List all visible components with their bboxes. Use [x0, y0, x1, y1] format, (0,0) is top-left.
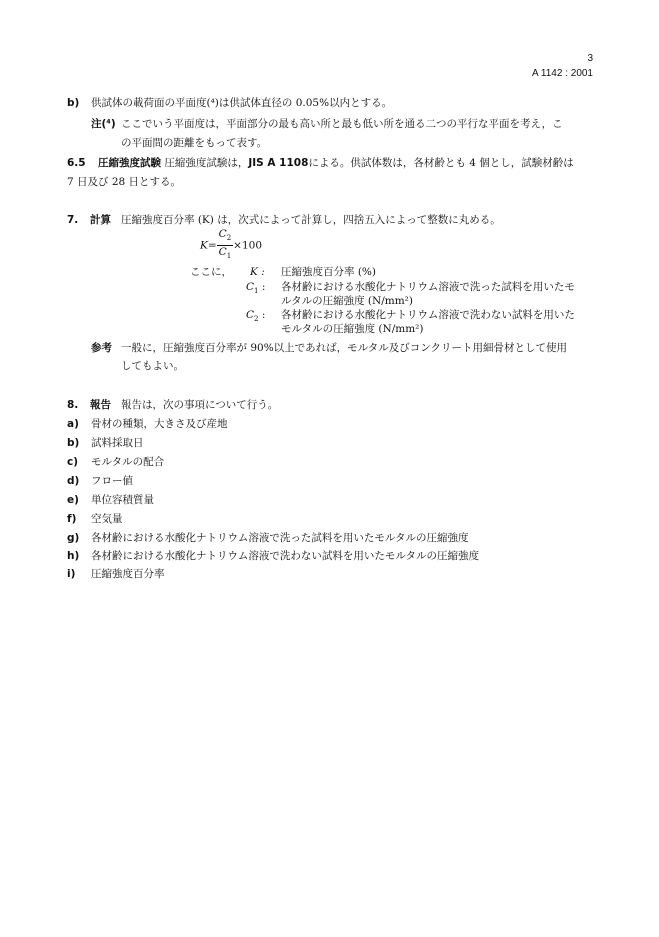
formula-tail: ×100	[233, 239, 263, 252]
def-k-symbol: K :	[250, 266, 265, 278]
formula	[200, 228, 262, 263]
list-item-a-label: a)	[67, 418, 79, 430]
def-c2-symbol: $C_2$ :	[246, 309, 266, 324]
def-c1-desc-2: ルタルの圧縮強度 (N/mm²)	[281, 295, 413, 307]
list-item-d: フロー値	[91, 475, 133, 487]
note-line-2: の平面間の距離をもって表す。	[121, 137, 268, 149]
section-8-title: 報告	[90, 399, 111, 411]
list-item-h: 各材齢における水酸化ナトリウム溶液で洗わない試料を用いたモルタルの圧縮強度	[91, 550, 479, 562]
reference-line-1: 一般に，圧縮強度百分率が 90%以上であれば，モルタル及びコンクリート用細骨材として使用	[121, 342, 568, 354]
list-item-g: 各材齢における水酸化ナトリウム溶液で洗った試料を用いたモルタルの圧縮強度	[91, 532, 469, 544]
def-c2-desc-1: 各材齢における水酸化ナトリウム溶液で洗わない試料を用いた	[281, 309, 575, 321]
list-item-i-label: i)	[67, 568, 76, 580]
def-c1-desc-1: 各材齢における水酸化ナトリウム溶液で洗った試料を用いたモ	[281, 281, 575, 293]
section-6-5-line-1	[98, 156, 574, 170]
list-item-c: モルタルの配合	[91, 456, 165, 468]
item-b-text: 供試体の載荷面の平面度(⁴)は供試体直径の 0.05%以内とする。	[91, 97, 393, 109]
reference-label: 参考	[91, 342, 112, 354]
section-7-title: 計算	[90, 214, 111, 226]
section-6-5-ref: JIS A 1108	[248, 157, 309, 169]
list-item-c-label: c)	[67, 456, 79, 468]
list-item-g-label: g)	[67, 532, 80, 544]
where-label: ここに，	[190, 266, 232, 278]
section-6-5-line-2: 7 日及び 28 日とする。	[67, 176, 182, 188]
section-6-5-title: 圧縮強度試験	[98, 157, 161, 169]
formula-lhs: K=	[200, 239, 217, 252]
note-line-1: ここでいう平面度は，平面部分の最も高い所と最も低い所を通る二つの平行な平面を考え，こ	[121, 118, 563, 130]
section-7-text: 圧縮強度百分率 (K) は，次式によって計算し，四捨五入によって整数に丸める。	[121, 214, 501, 226]
def-c1-symbol: $C_1$ :	[246, 281, 266, 296]
def-k-desc: 圧縮強度百分率 (%)	[281, 266, 377, 278]
list-item-i: 圧縮強度百分率	[91, 568, 165, 580]
list-item-e-label: e)	[67, 494, 79, 506]
section-8-number: 8.	[67, 399, 79, 411]
section-6-5-number: 6.5	[67, 157, 86, 169]
formula-fraction	[217, 228, 234, 263]
formula-numerator: $C_2$	[217, 228, 234, 246]
list-item-b-label: b)	[67, 437, 80, 449]
note-label: 注(⁴)	[91, 118, 116, 130]
item-b-label: b)	[67, 97, 80, 109]
list-item-h-label: h)	[67, 550, 80, 562]
section-6-5-text-a: 圧縮強度試験は，	[164, 157, 249, 169]
page-number: 3	[587, 53, 593, 64]
list-item-a: 骨材の種類，大きさ及び産地	[91, 418, 228, 430]
list-item-f-label: f)	[67, 513, 77, 525]
formula-denominator: $C_1$	[218, 246, 232, 261]
def-c2-desc-2: モルタルの圧縮強度 (N/mm²)	[281, 323, 424, 335]
list-item-e: 単位容積質量	[91, 494, 154, 506]
list-item-d-label: d)	[67, 475, 80, 487]
reference-line-2: してもよい。	[121, 360, 184, 372]
section-6-5-text-b: による。供試体数は，各材齢とも 4 個とし，試験材齢は	[308, 157, 574, 169]
list-item-f: 空気量	[91, 513, 123, 525]
section-7-number: 7.	[67, 214, 79, 226]
standard-id: A 1142 : 2001	[532, 68, 593, 79]
section-8-text: 報告は，次の事項について行う。	[121, 399, 279, 411]
list-item-b: 試料採取日	[91, 437, 144, 449]
